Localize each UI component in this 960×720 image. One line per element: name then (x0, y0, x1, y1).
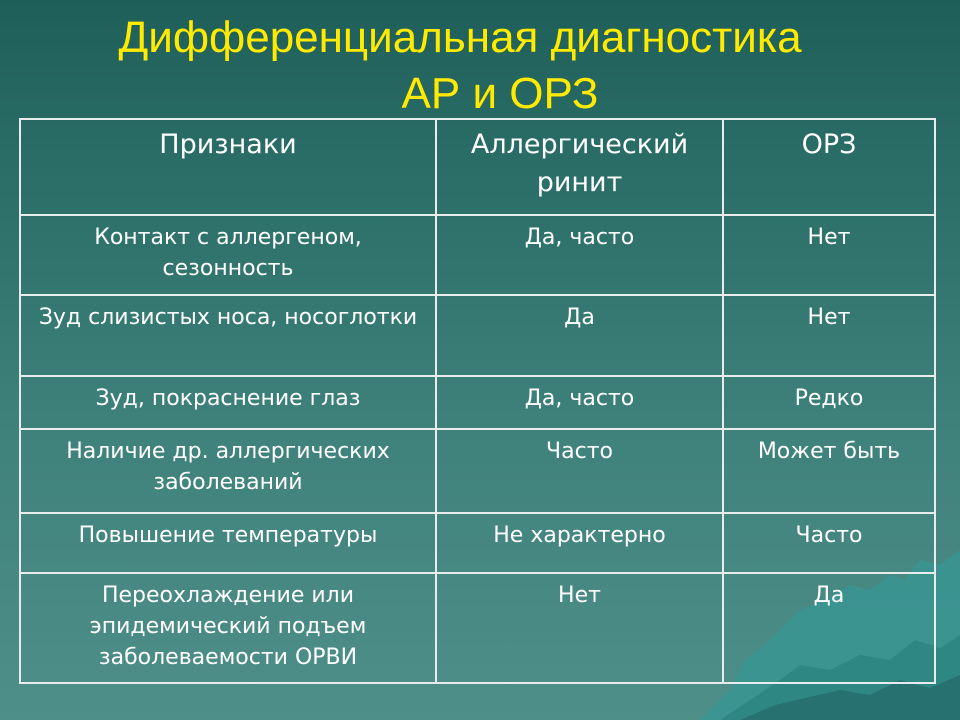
table-cell-orz: Часто (723, 513, 935, 573)
title-line-1: Дифференциальная диагностика (118, 13, 802, 62)
title-line-2: АР и ОРЗ (401, 69, 599, 118)
table-row (20, 295, 935, 376)
table-cell-ar: Да, часто (436, 215, 723, 295)
table-cell-sign: Зуд слизистых носа, носоглотки (20, 295, 436, 376)
table-cell-ar: Нет (436, 573, 723, 683)
table-header-row (20, 119, 935, 215)
table-cell-orz: Да (723, 573, 935, 683)
table-row (20, 215, 935, 295)
table-cell-sign: Наличие др. аллергических заболеваний (20, 429, 436, 513)
header-orz: ОРЗ (723, 119, 935, 215)
table-cell-sign: Контакт с аллергеном, сезонность (20, 215, 436, 295)
table-cell-sign: Зуд, покраснение глаз (20, 376, 436, 429)
header-allergic-rhinitis: Аллергический ринит (436, 119, 723, 215)
slide-title (0, 10, 960, 122)
header-signs: Признаки (20, 119, 436, 215)
table-cell-orz: Нет (723, 215, 935, 295)
table-cell-sign: Повышение температуры (20, 513, 436, 573)
table-cell-sign: Переохлаждение или эпидемический подъем заболеваемости ОРВИ (20, 573, 436, 683)
table-cell-ar: Да (436, 295, 723, 376)
table-cell-ar: Не характерно (436, 513, 723, 573)
table-row (20, 513, 935, 573)
table-cell-orz: Может быть (723, 429, 935, 513)
table-cell-orz: Нет (723, 295, 935, 376)
table-cell-ar: Да, часто (436, 376, 723, 429)
table-cell-orz: Редко (723, 376, 935, 429)
comparison-table (19, 118, 936, 684)
table-row (20, 429, 935, 513)
table-cell-ar: Часто (436, 429, 723, 513)
table-row (20, 573, 935, 683)
table-row (20, 376, 935, 429)
